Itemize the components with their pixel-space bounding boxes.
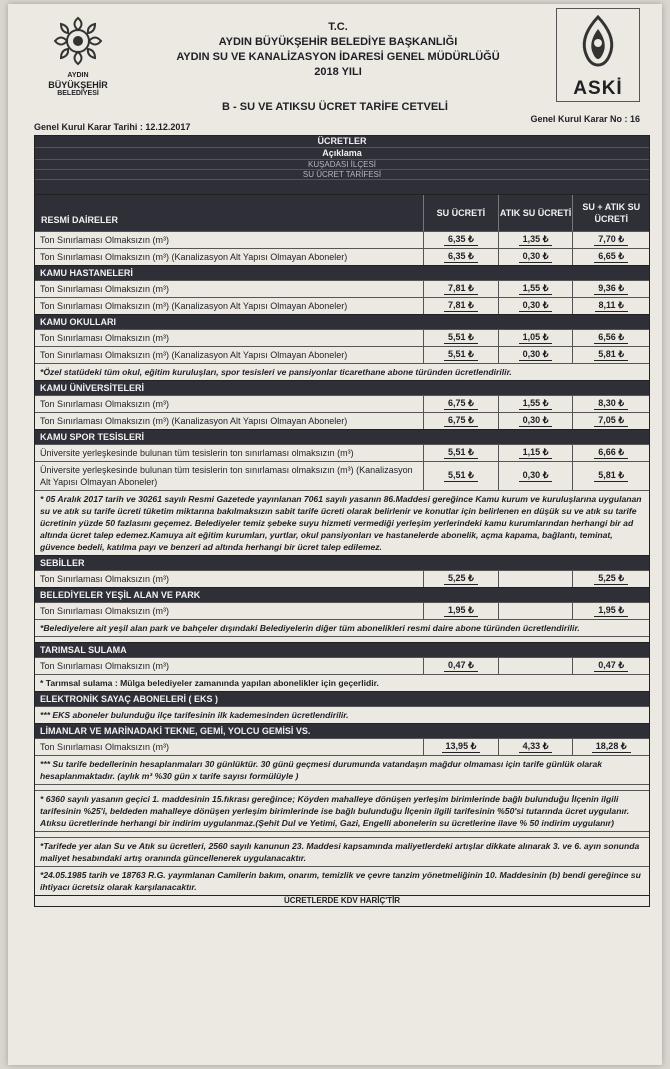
price-value: 1,15 ₺ xyxy=(519,447,553,459)
table-header-spacer xyxy=(35,179,649,194)
price-value: 0,30 ₺ xyxy=(519,349,553,361)
price-value: 0,30 ₺ xyxy=(519,300,553,312)
row-atik xyxy=(498,330,573,346)
note-tarim: * Tarımsal sulama : Mülga belediyeler zamanında yapılan abonelikler için geçerlidir. xyxy=(35,674,649,691)
price-value: 7,70 ₺ xyxy=(594,234,628,246)
header-line-3: AYDIN SU VE KANALİZASYON İDARESİ GENEL MÜDÜRLÜĞÜ xyxy=(176,51,500,63)
row-atik xyxy=(498,603,573,619)
price-value: 8,11 ₺ xyxy=(595,300,628,312)
table-header-ilce: KUŞADASI İLÇESİ xyxy=(35,159,649,169)
price-value: 7,81 ₺ xyxy=(444,300,478,312)
header-line-1: T.C. xyxy=(328,21,348,33)
decision-number: Genel Kurul Karar No : 16 xyxy=(530,114,640,124)
price-value: 5,51 ₺ xyxy=(444,349,478,361)
row-toplam xyxy=(572,347,649,363)
row-desc: Ton Sınırlaması Olmaksızın (m³) xyxy=(40,284,170,294)
section-title-eks: ELEKTRONİK SAYAÇ ABONELERİ ( EKS ) xyxy=(35,691,649,706)
logo-sub: BELEDİYESİ xyxy=(57,90,99,97)
row-atik xyxy=(498,249,573,265)
column-header-toplam: SU + ATIK SU ÜCRETİ xyxy=(572,195,649,231)
row-desc: Ton Sınırlaması Olmaksızın (m³) (Kanalizasyon Alt Yapısı Olmayan Aboneler) xyxy=(40,416,348,426)
price-value: 5,51 ₺ xyxy=(444,332,478,344)
price-value: 1,35 ₺ xyxy=(519,234,553,246)
decision-date: Genel Kurul Karar Tarihi : 12.12.2017 xyxy=(34,122,191,132)
price-value: 0,30 ₺ xyxy=(519,415,553,427)
section-title-tarim: TARIMSAL SULAMA xyxy=(35,642,649,657)
price-value: 4,33 ₺ xyxy=(519,741,553,753)
row-toplam xyxy=(572,281,649,297)
table-header-aciklama: Açıklama xyxy=(35,147,649,159)
table-row xyxy=(35,346,649,363)
row-atik xyxy=(498,347,573,363)
price-value: 1,55 ₺ xyxy=(519,398,553,410)
document-title: B - SU VE ATIKSU ÜCRET TARİFE CETVELİ xyxy=(222,101,448,113)
row-su xyxy=(423,445,498,461)
document-header xyxy=(158,20,518,80)
row-desc: Üniversite yerleşkesinde bulunan tüm tesislerin ton sınırlaması olmaksızın (m³) xyxy=(40,448,354,458)
row-atik xyxy=(498,658,573,674)
row-toplam xyxy=(572,249,649,265)
note-eks: *** EKS aboneler bulunduğu ilçe tarifesinin ilk kademesinden ücretlendirilir. xyxy=(35,706,649,723)
note-okul: *Özel statüdeki tüm okul, eğitim kuruluşları, spor tesisleri ve pansiyonlar ticarethane abone türünden ücretlendirilir. xyxy=(35,363,649,380)
row-desc: Ton Sınırlaması Olmaksızın (m³) xyxy=(40,333,170,343)
price-value: 8,30 ₺ xyxy=(594,398,628,410)
note-spor: * 05 Aralık 2017 tarih ve 30261 sayılı Resmi Gazetede yayınlanan 7061 sayılı yasanın 86.Maddesi gereğince Kamu kurum ve kuruluşlarına uygulanan su ve atık su tarife ücreti tüketim miktarına bakılmaksızın sabit tarife ücreti olarak belirlenir ve konutlar için belirlenen en düşük su ve atık su tarife ücretinin yüzde 50 fazlasını geçemez. Belediyeler temiz şebeke suyu hizmeti vermediği yerleşim yerlerindeki kamu kurumlarından herhangi bir ad altında ücret talep edemez.Kamuya ait eğitim kurumları, yurtlar, okul pansiyonları ve hastanelerde abonelik, açma kapama, bağlantı, teminat, güvence bedeli, katılma payı ve benzeri ad altında herhangi bir ücret talep edilemez. xyxy=(35,490,649,555)
row-toplam xyxy=(572,603,649,619)
row-su xyxy=(423,462,498,490)
row-atik xyxy=(498,739,573,755)
section-title-okul: KAMU OKULLARI xyxy=(35,314,649,329)
row-su xyxy=(423,658,498,674)
row-desc: Ton Sınırlaması Olmaksızın (m³) xyxy=(40,399,170,409)
row-su xyxy=(423,330,498,346)
table-row xyxy=(35,280,649,297)
price-value: 6,66 ₺ xyxy=(594,447,628,459)
row-su xyxy=(423,232,498,248)
price-value: 5,25 ₺ xyxy=(444,573,478,585)
tariff-table xyxy=(34,135,650,907)
row-su xyxy=(423,298,498,314)
price-value: 7,05 ₺ xyxy=(594,415,628,427)
section-title-park: BELEDİYELER YEŞİL ALAN VE PARK xyxy=(35,587,649,602)
price-value: 6,35 ₺ xyxy=(444,234,478,246)
price-value: 0,47 ₺ xyxy=(594,660,628,672)
price-value: 6,35 ₺ xyxy=(444,251,478,263)
row-atik xyxy=(498,571,573,587)
row-desc: Ton Sınırlaması Olmaksızın (m³) (Kanalizasyon Alt Yapısı Olmayan Aboneler) xyxy=(40,350,348,360)
section-title-spor: KAMU SPOR TESİSLERİ xyxy=(35,429,649,444)
section-title-resmi: RESMİ DAİRELER xyxy=(41,215,119,225)
price-value: 6,56 ₺ xyxy=(594,332,628,344)
note-1985: *24.05.1985 tarih ve 18763 R.G. yayımlanan Camilerin bakım, onarım, temizlik ve çevre tanzim yönetmeliğinin 10. Maddesinin (b) bendi gereğince su ihtiyacı ücretsiz olarak karşılanacaktır. xyxy=(35,866,649,895)
note-6360: * 6360 sayılı yasanın geçici 1. maddesinin 15.fıkrası gereğince; Köyden mahalleye dönüşen yerleşim birimlerinde bağlı bulunduğu İlçenin ilgili tarifesinin %25'i, beldeden mahalleye dönüşen yerleşim birimlerinde ise bağlı bulunduğu İlçenin ilgili tarifesinin %50'si tutarında ücret uygulanır. Atıksu ücretlerinde herhangi bir indirim uygulanmaz.(Şehit Dul ve Yetimi, Gazi, Engelli abonelerin su ücretlerine ilave % 50 indirim uygulanır) xyxy=(35,790,649,831)
aski-emblem-icon xyxy=(571,13,625,69)
note-2560: *Tarifede yer alan Su ve Atık su ücretleri, 2560 sayılı kanunun 23. Maddesi kapsamında maliyetlerdeki artışlar dikkate alınarak 3. ve 6. ayın sonunda maliyet hesabındaki artış oranında güncellenerek uygulanacaktır. xyxy=(35,837,649,866)
price-value: 9,36 ₺ xyxy=(594,283,628,295)
row-su xyxy=(423,739,498,755)
row-atik xyxy=(498,232,573,248)
row-toplam xyxy=(572,330,649,346)
table-row xyxy=(35,657,649,674)
row-toplam xyxy=(572,413,649,429)
price-value: 1,55 ₺ xyxy=(519,283,553,295)
row-su xyxy=(423,603,498,619)
row-atik xyxy=(498,445,573,461)
price-value: 1,95 ₺ xyxy=(444,605,478,617)
row-toplam xyxy=(572,739,649,755)
table-row xyxy=(35,412,649,429)
price-value: 6,75 ₺ xyxy=(444,415,478,427)
table-header-tarife: SU ÜCRET TARİFESİ xyxy=(35,169,649,179)
price-value: 5,81 ₺ xyxy=(594,349,628,361)
table-row xyxy=(35,738,649,755)
price-value: 0,47 ₺ xyxy=(444,660,478,672)
aski-logo xyxy=(556,8,640,102)
table-row xyxy=(35,444,649,461)
section-title-liman: LİMANLAR VE MARİNADAKİ TEKNE, GEMİ, YOLCU GEMİSİ VS. xyxy=(35,723,649,738)
price-value: 6,75 ₺ xyxy=(444,398,478,410)
row-desc: Ton Sınırlaması Olmaksızın (m³) xyxy=(40,235,170,245)
table-row xyxy=(35,248,649,265)
table-row xyxy=(35,297,649,314)
municipality-logo xyxy=(38,14,118,98)
municipality-emblem-icon xyxy=(47,14,109,72)
row-su xyxy=(423,413,498,429)
document-sheet xyxy=(8,4,662,1065)
table-row xyxy=(35,395,649,412)
table-header-ucretler: ÜCRETLER xyxy=(35,136,649,147)
header-line-4: 2018 YILI xyxy=(314,66,362,78)
price-value: 0,30 ₺ xyxy=(519,470,553,482)
row-atik xyxy=(498,281,573,297)
row-atik xyxy=(498,396,573,412)
price-value: 5,51 ₺ xyxy=(444,470,478,482)
section-title-sebil: SEBİLLER xyxy=(35,555,649,570)
section-title-universite: KAMU ÜNİVERSİTELERİ xyxy=(35,380,649,395)
row-toplam xyxy=(572,462,649,490)
row-desc: Ton Sınırlaması Olmaksızın (m³) xyxy=(40,574,170,584)
column-header-atik: ATIK SU ÜCRETİ xyxy=(498,195,573,231)
price-value: 18,28 ₺ xyxy=(592,741,631,753)
row-su xyxy=(423,347,498,363)
header-line-2: AYDIN BÜYÜKŞEHİR BELEDİYE BAŞKANLIĞI xyxy=(218,36,458,48)
row-toplam xyxy=(572,298,649,314)
row-su xyxy=(423,396,498,412)
price-value: 6,65 ₺ xyxy=(594,251,628,263)
table-row xyxy=(35,570,649,587)
row-toplam xyxy=(572,396,649,412)
price-value: 13,95 ₺ xyxy=(442,741,481,753)
row-toplam xyxy=(572,658,649,674)
table-row xyxy=(35,231,649,248)
logo-city: AYDIN xyxy=(67,72,89,79)
price-value: 7,81 ₺ xyxy=(444,283,478,295)
row-desc: Ton Sınırlaması Olmaksızın (m³) (Kanalizasyon Alt Yapısı Olmayan Aboneler) xyxy=(40,252,348,262)
row-toplam xyxy=(572,571,649,587)
row-desc: Üniversite yerleşkesinde bulunan tüm tesislerin ton sınırlaması olmaksızın (m³) (Kanalizasyon Alt Yapısı Olmayan Aboneler) xyxy=(40,465,413,487)
aski-logo-text: ASKİ xyxy=(573,78,623,99)
row-atik xyxy=(498,462,573,490)
row-su xyxy=(423,281,498,297)
row-su xyxy=(423,249,498,265)
row-desc: Ton Sınırlaması Olmaksızın (m³) xyxy=(40,742,170,752)
table-row xyxy=(35,329,649,346)
row-desc: Ton Sınırlaması Olmaksızın (m³) (Kanalizasyon Alt Yapısı Olmayan Aboneler) xyxy=(40,301,348,311)
table-row xyxy=(35,602,649,619)
price-value: 5,81 ₺ xyxy=(594,470,628,482)
price-value: 1,05 ₺ xyxy=(519,332,553,344)
row-atik xyxy=(498,413,573,429)
row-atik xyxy=(498,298,573,314)
note-liman: *** Su tarife bedellerinin hesaplanmaları 30 günlüktür. 30 günü geçmesi durumunda vatandaşın mağdur olmaması için tarife günlük olarak hesaplanmaktadır. (aylık m³ %30 gün x tarife sayısı formülüyle ) xyxy=(35,755,649,784)
row-desc: Ton Sınırlaması Olmaksızın (m³) xyxy=(40,606,170,616)
price-value: 1,95 ₺ xyxy=(594,605,628,617)
table-row xyxy=(35,461,649,490)
note-park: *Belediyelere ait yeşil alan park ve bahçeler dışındaki Belediyelerin diğer tüm abonelikleri resmi daire abone türünden ücretlendirilir. xyxy=(35,619,649,636)
logo-name: BÜYÜKŞEHİR xyxy=(48,80,108,90)
row-toplam xyxy=(572,445,649,461)
section-title-hastane: KAMU HASTANELERİ xyxy=(35,265,649,280)
row-su xyxy=(423,571,498,587)
meta-row xyxy=(30,114,640,132)
footer-kdv: ÜCRETLERDE KDV HARİÇ'TİR xyxy=(35,895,649,906)
column-header-row xyxy=(35,194,649,231)
column-header-su: SU ÜCRETİ xyxy=(423,195,498,231)
price-value: 5,25 ₺ xyxy=(594,573,628,585)
price-value: 0,30 ₺ xyxy=(519,251,553,263)
row-desc: Ton Sınırlaması Olmaksızın (m³) xyxy=(40,661,170,671)
price-value: 5,51 ₺ xyxy=(444,447,478,459)
row-toplam xyxy=(572,232,649,248)
